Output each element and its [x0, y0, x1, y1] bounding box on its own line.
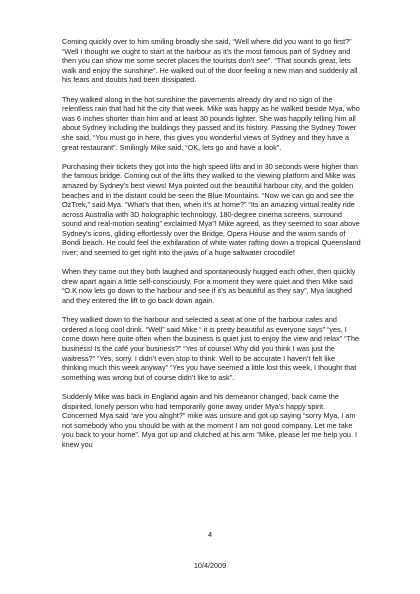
- body-text: [62, 37, 362, 459]
- paragraph-2: They walked along in the hot sunshine the pavements already dry and no sign of the relentless rain that had hit the city that week. Mike was happy as he walked beside Mya, who was 6 inches shorter than him and at least 30 pounds lighter. She was happily telling him all about Sydney including the buildings they passed and its history. Passing the Sydney Tower she said, “You must go in here, this gives you wonderful views of Sydney and they have a great restaurant”. Smilingly Mike said, “OK, lets go and have a look”.: [62, 94, 360, 152]
- paragraph-4: When they came out they both laughed and spontaneously hugged each other, then quickly drew apart again a little self-consciously. For a moment they were quiet and then Mike said “O.K now lets go down to the harbour and see if it’s as beautiful as they say”, Mya laughed and they entered the lift to go back down again.: [62, 267, 356, 306]
- paragraph-5: They walked down to the harbour and selected a seat at one of the harbour cafes and ordered a long cool drink. “Well” said Mike “ it is pretty beautiful as everyone says” “yes, I come down here quite often when the business is quiet just to enjoy the view and relax” “The business! Is the café your business?” “Yes of course! Why did you think I was just the waitress?” “Yes, sorry. I didn’t even stop to think. Well to be accurate I haven’t felt like thinking much this week anyway” “Yes you have seemed a little lost this week, I thought that something was wrong but of course didn’t like to ask”.: [62, 315, 360, 382]
- page-number: 4: [207, 530, 213, 539]
- paragraph-3: Purchasing their tickets they got into the high speed lifts and in 30 seconds were higher than the famous bridge. Coming out of the lifts they walked to the viewing platform and Mike was amazed by Sydney’s best views! Mya pointed out the beautiful harbour city, and the golden beaches and in the distant could be seen the Blue Mountains. “Now we can go and see the OzTrek,” said Mya. “What’s that then, when it’s at home?” “Its an amazing virtual reality ride across Australia with 3D holographic technology, 180-degree cinema screens, surround sound and real-motion seating” exclaimed Mya”! Mike agreed, as they seemed to soar above Sydney’s icons, gliding effortlessly over the Bridge, Opera House and the warm sands of Bondi beach. He could feel the exhilaration of white water rafting down a tropical Queensland river; and seemed to get right into the jaws of a huge saltwater crocodile!: [62, 161, 361, 258]
- footer-date: 10/4/2009: [193, 561, 227, 570]
- paragraph-1: Coming quickly over to him smiling broadly she said, “Well where did you want to go first?” “Well I thought we ought to start at the harbour as it’s the most famous part of Sydney and then you can show me some secret places the tourists don’t see”. “That sounds great, lets walk and enjoy the sunshine”. He walked out of the door feeling a new man and suddenly all his fears and doubts had been dissipated.: [62, 37, 358, 85]
- paragraph-6: Suddenly Mike was back in England again and his demeanor changed, back came the dispirited, lonely person who had temporarily gone away under Mya’s happy spirit. Concerned Mya said “are you alright?” mike was unsure and got up saying “sorry Mya, I am not somebody who you should be with at the moment I am not good company. Let me take you back to your home”. Mya got up and clutched at his arm “Mike, please let me help you. I knew you: [62, 391, 357, 449]
